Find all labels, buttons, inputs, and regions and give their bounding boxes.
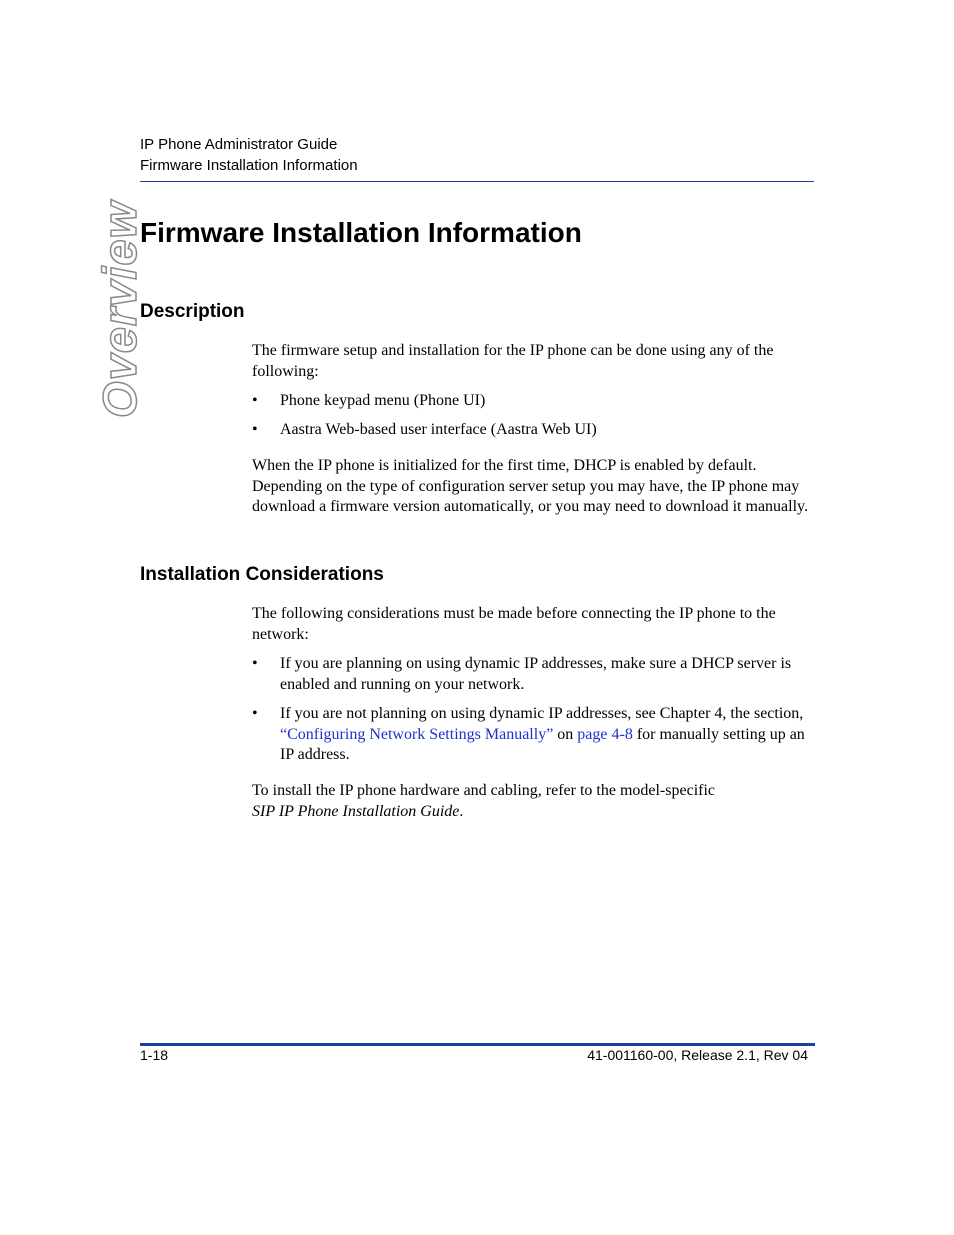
bullet-glyph: •	[252, 705, 258, 722]
bullet-text-middle: on	[553, 725, 578, 743]
bullet-glyph: •	[252, 392, 258, 409]
document-release: 41-001160-00, Release 2.1, Rev 04	[587, 1047, 808, 1063]
section-heading-description: Description	[140, 301, 245, 322]
link-configuring-network-settings[interactable]: “Configuring Network Settings Manually”	[280, 725, 554, 743]
description-paragraph: When the IP phone is initialized for the first time, DHCP is enabled by default. Depending on the type of configuration server setup you may have, the IP phone may download a firmware version automatically, or you may need to download it manually.	[252, 457, 808, 515]
closing-line: To install the IP phone hardware and cabling, refer to the model-specific	[252, 782, 716, 799]
list-item-text: Phone keypad menu (Phone UI)	[280, 392, 486, 409]
list-item-text	[280, 704, 818, 766]
bullet-text-after: for manually setting up an IP address.	[280, 725, 805, 763]
bullet-glyph: •	[252, 655, 258, 672]
installation-intro: The following considerations must be made before connecting the IP phone to the network:	[252, 605, 776, 643]
running-header-section: Firmware Installation Information	[140, 157, 358, 174]
link-page-4-8[interactable]: page 4-8	[577, 725, 633, 743]
description-intro: The firmware setup and installation for the IP phone can be done using any of the following:	[252, 342, 774, 380]
bullet-text-before: If you are not planning on using dynamic IP addresses, see Chapter 4, the section,	[280, 705, 804, 722]
closing-period: .	[459, 802, 464, 820]
list-item-text: Aastra Web-based user interface (Aastra Web UI)	[280, 421, 597, 438]
page-title: Firmware Installation Information	[140, 217, 582, 248]
chapter-side-tab: Overview	[93, 200, 146, 418]
running-header-guide-title: IP Phone Administrator Guide	[140, 136, 338, 153]
bullet-glyph: •	[252, 421, 258, 438]
closing-paragraph	[252, 781, 818, 822]
page-number: 1-18	[140, 1047, 169, 1063]
list-item-text: If you are planning on using dynamic IP addresses, make sure a DHCP server is enabled and running on your network.	[280, 655, 792, 693]
section-heading-installation: Installation Considerations	[140, 564, 384, 585]
guide-title: SIP IP Phone Installation Guide	[252, 802, 460, 820]
header-rule	[140, 181, 814, 182]
